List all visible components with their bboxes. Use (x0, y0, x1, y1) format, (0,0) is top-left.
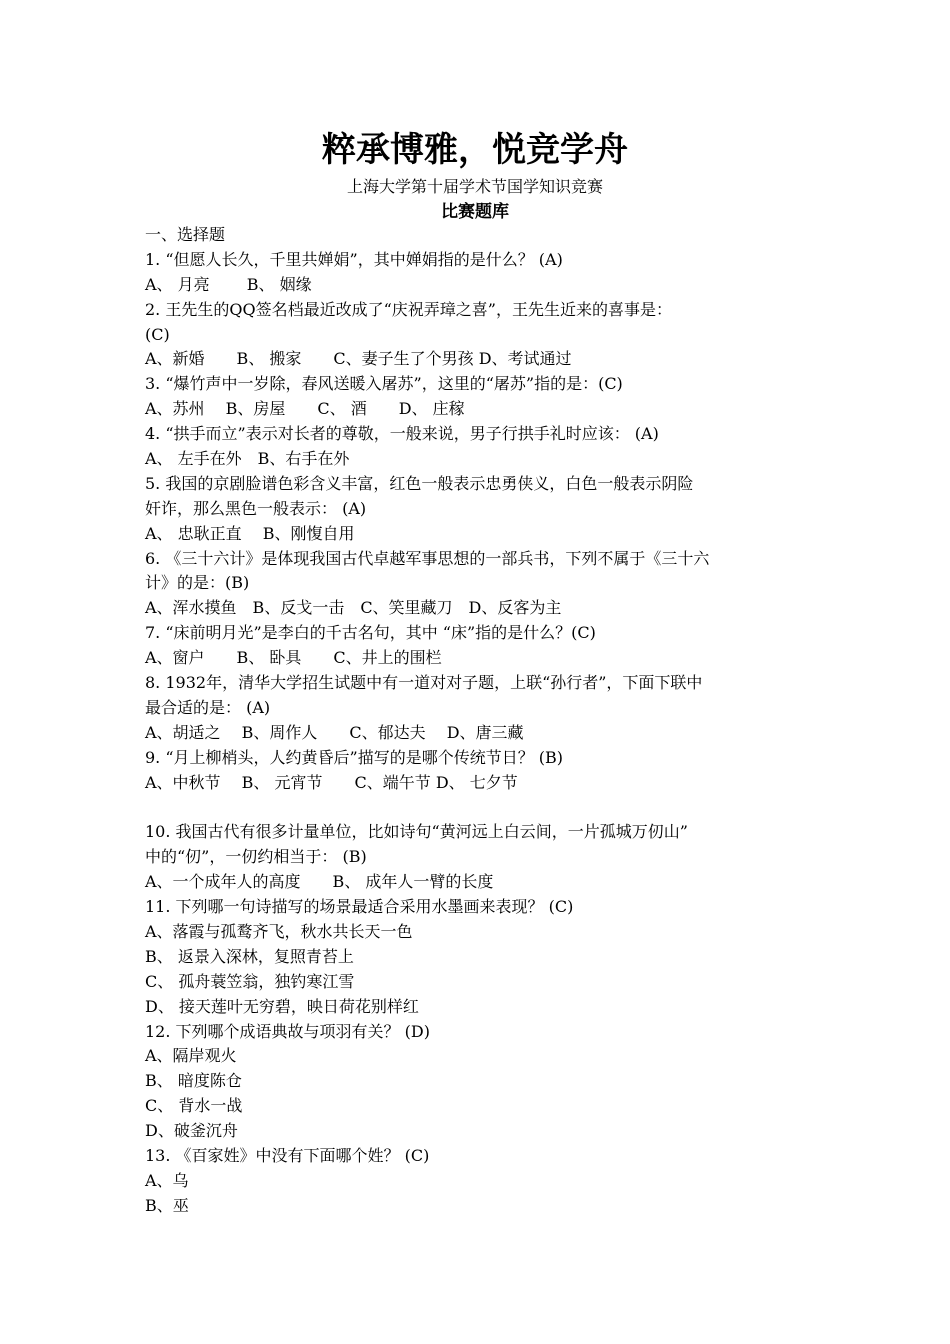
text-line: 9. “月上柳梢头，人约黄昏后”描写的是哪个传统节日？ (B) (145, 747, 564, 767)
text-line: 3. “爆竹声中一岁除，春风送暖入屠苏”，这里的“屠苏”指的是：(C) (145, 374, 623, 394)
text-line: 6. 《三十六计》是体现我国古代卓越军事思想的一部兵书，下列不属于《三十六 (145, 548, 710, 568)
text-line: A、中秋节 B、 元宵节 C、端午节 D、 七夕节 (145, 772, 518, 792)
text-line: C、 孤舟蓑笠翁，独钓寒江雪 (145, 971, 355, 991)
text-line: D、破釜沉舟 (145, 1121, 238, 1141)
section-heading: 一、选择题 (145, 225, 226, 244)
text-line: A、 左手在外 B、右手在外 (145, 449, 350, 469)
text-line: 4. “拱手而立”表示对长者的尊敬，一般来说，男子行拱手礼时应该： (A) (145, 424, 659, 444)
text-line: A、窗户 B、 卧具 C、井上的围栏 (145, 648, 442, 668)
text-line: 计》的是：(B) (145, 573, 250, 593)
text-line: (C) (145, 324, 170, 344)
text-line: A、一个成年人的高度 B、 成年人一臂的长度 (145, 872, 494, 892)
text-line: B、巫 (145, 1195, 189, 1215)
text-line: 5. 我国的京剧脸谱色彩含义丰富，红色一般表示忠勇侠义，白色一般表示阴险 (145, 473, 694, 493)
text-line: D、 接天莲叶无穷碧，映日荷花别样红 (145, 996, 419, 1016)
text-line: 2. 王先生的QQ签名档最近改成了“庆祝弄璋之喜”，王先生近来的喜事是： (145, 299, 672, 319)
text-line: 12. 下列哪个成语典故与项羽有关？ (D) (145, 1021, 430, 1041)
text-line: C、 背水一战 (145, 1096, 243, 1116)
text-line: 13. 《百家姓》中没有下面哪个姓？ (C) (145, 1145, 430, 1165)
blank-line (145, 795, 810, 820)
text-line: A、胡适之 B、周作人 C、郁达夫 D、唐三藏 (145, 722, 524, 742)
text-line: 最合适的是： (A) (145, 697, 271, 717)
page-subtitle: 上海大学第十届学术节国学知识竞赛 (346, 177, 603, 196)
question-list (145, 223, 810, 1219)
text-line: A、苏州 B、房屋 C、 酒 D、 庄稼 (145, 399, 465, 419)
text-line: B、 返景入深林，复照青苔上 (145, 946, 354, 966)
page-title: 粹承博雅，悦竞学舟 (322, 130, 628, 170)
text-line: 7. “床前明月光”是李白的千古名句，其中 “床”指的是什么？(C) (145, 623, 596, 643)
text-line: 奸诈，那么黑色一般表示： (A) (145, 498, 367, 518)
text-line: 10. 我国古代有很多计量单位，比如诗句“黄河远上白云间，一片孤城万仞山” (145, 822, 688, 842)
text-line: 1. “但愿人长久，千里共婵娟”，其中婵娟指的是什么？ (A) (145, 249, 563, 269)
text-line: B、 暗度陈仓 (145, 1071, 242, 1091)
text-line: A、浑水摸鱼 B、反戈一击 C、笑里藏刀 D、反客为主 (145, 598, 562, 618)
text-line: 8. 1932年，清华大学招生试题中有一道对对子题，上联“孙行者”，下面下联中 (145, 673, 703, 693)
question-library-heading: 比赛题库 (441, 202, 509, 222)
text-line: A、 忠耿正直 B、刚愎自用 (145, 523, 355, 543)
text-line: 11. 下列哪一句诗描写的场景最适合采用水墨画来表现？ (C) (145, 897, 574, 917)
text-line: 中的“仞”，一仞约相当于： (B) (145, 847, 367, 867)
text-line: A、落霞与孤鹜齐飞，秋水共长天一色 (145, 921, 413, 941)
text-line: A、乌 (145, 1170, 189, 1190)
text-line: A、 月亮 B、 姻缘 (145, 274, 312, 294)
text-line: A、隔岸观火 (145, 1046, 237, 1066)
text-line: A、新婚 B、 搬家 C、妻子生了个男孩 D、考试通过 (145, 349, 572, 369)
